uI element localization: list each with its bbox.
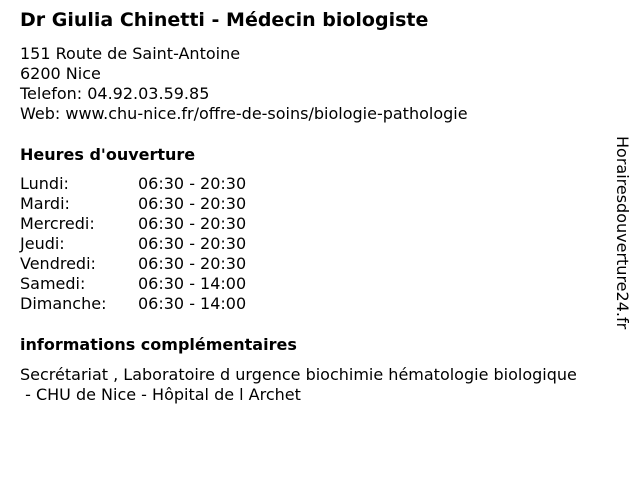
time-range: 06:30 - 14:00 — [138, 294, 247, 313]
time-range: 06:30 - 20:30 — [138, 234, 247, 253]
hours-row-thursday — [20, 234, 246, 254]
hours-row-saturday — [20, 274, 246, 294]
additional-info — [20, 365, 626, 405]
time-range: 06:30 - 20:30 — [138, 174, 247, 193]
day-label: Mercredi: — [20, 214, 95, 233]
hours-row-monday — [20, 174, 246, 194]
day-label: Dimanche: — [20, 294, 107, 313]
city: 6200 Nice — [20, 64, 101, 83]
info-line: Secrétariat , Laboratoire d urgence biochimie hématologie biologique — [20, 365, 577, 384]
address-block — [20, 44, 468, 124]
website: Web: www.chu-nice.fr/offre-de-soins/biologie-pathologie — [20, 104, 468, 123]
time-range: 06:30 - 20:30 — [138, 254, 247, 273]
hours-row-tuesday — [20, 194, 246, 214]
day-label: Mardi: — [20, 194, 70, 213]
day-label: Vendredi: — [20, 254, 96, 273]
brand-watermark: Horairesdouverture24.fr — [613, 136, 632, 330]
opening-hours-table — [20, 174, 246, 314]
time-range: 06:30 - 20:30 — [138, 194, 247, 213]
time-range: 06:30 - 20:30 — [138, 214, 247, 233]
day-label: Samedi: — [20, 274, 86, 293]
info-line: - CHU de Nice - Hôpital de l Archet — [20, 385, 301, 404]
hours-row-friday — [20, 254, 246, 274]
time-range: 06:30 - 14:00 — [138, 274, 247, 293]
hours-heading: Heures d'ouverture — [20, 145, 196, 164]
phone-number: Telefon: 04.92.03.59.85 — [20, 84, 210, 103]
street-address: 151 Route de Saint-Antoine — [20, 44, 241, 63]
hours-row-wednesday — [20, 214, 246, 234]
page-title: Dr Giulia Chinetti - Médecin biologiste — [20, 9, 429, 31]
day-label: Lundi: — [20, 174, 69, 193]
hours-row-sunday — [20, 294, 246, 314]
day-label: Jeudi: — [20, 234, 65, 253]
info-heading: informations complémentaires — [20, 335, 297, 354]
